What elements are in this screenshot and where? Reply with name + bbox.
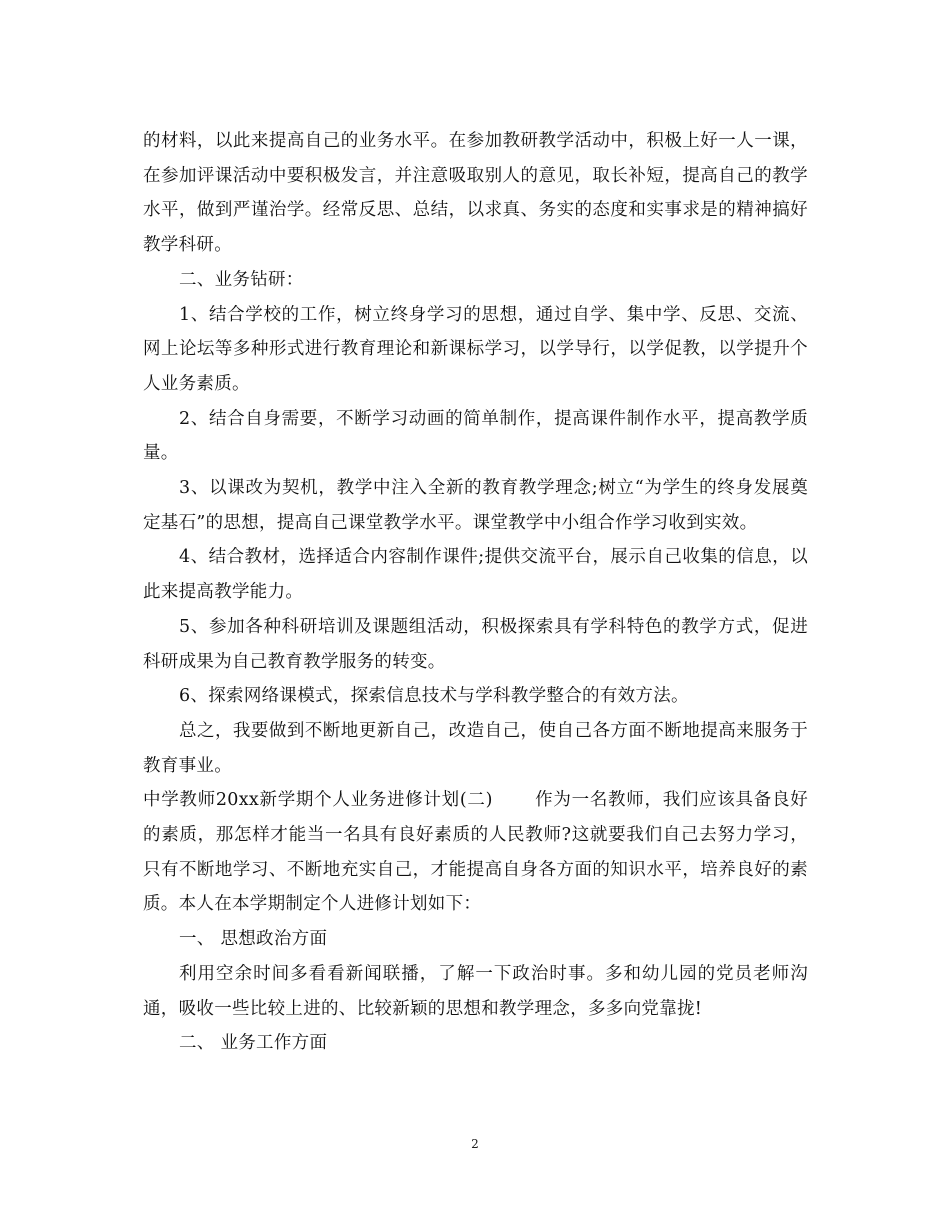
item-6-network-courses: 6、探索网络课模式，探索信息技术与学科教学整合的有效方法。 — [179, 686, 689, 707]
heading-business-study: 二、业务钻研： — [179, 269, 304, 290]
item-1-lifelong-learning: 1、结合学校的工作，树立终身学习的思想，通过自学、集中学、反思、交流、网上论坛等多种形式进行教育理论和新课标学习，以学导行，以学促教，以学提升个人业务素质。 — [143, 304, 808, 394]
paragraph-materials: 的材料，以此来提高自己的业务水平。在参加教研教学活动中，积极上好一人一课，在参加评课活动中要积极发言，并注意吸取别人的意见，取长补短，提高自己的教学水平，做到严谨治学。经常反思、总结，以求真、务实的态度和实事求是的精神搞好教学科研。 — [143, 131, 808, 256]
item-2-animation-courseware: 2、结合自身需要，不断学习动画的简单制作，提高课件制作水平，提高教学质量。 — [143, 408, 808, 464]
paragraph-political-thought: 利用空余时间多看看新闻联播，了解一下政治时事。多和幼儿园的党员老师沟通，吸收一些比较上进的、比较新颖的思想和教学理念，多多向党靠拢! — [143, 963, 808, 1019]
page-number: 2 — [471, 1137, 479, 1151]
item-5-research-training: 5、参加各种科研培训及课题组活动，积极探索具有学科特色的教学方式，促进科研成果为自己教育教学服务的转变。 — [143, 616, 808, 672]
document-body — [143, 124, 808, 1061]
plan-two-title: 中学教师20xx新学期个人业务进修计划(二) — [143, 790, 493, 811]
heading-business-work: 二、 业务工作方面 — [179, 1033, 328, 1054]
plan-two-intro: 作为一名教师，我们应该具备良好的素质，那怎样才能当一名具有良好素质的人民教师?这就要我们自己去努力学习，只有不断地学习、不断地充实自己，才能提高自身各方面的知识水平，培养良好的素质。本人在本学期制定个人进修计划如下： — [143, 790, 809, 915]
section-plan-two — [143, 783, 808, 922]
item-4-teaching-materials: 4、结合教材，选择适合内容制作课件;提供交流平台，展示自己收集的信息，以此来提高教学能力。 — [143, 547, 808, 603]
heading-political-thought: 一、 思想政治方面 — [179, 929, 328, 950]
paragraph-summary: 总之，我要做到不断地更新自己，改造自己，使自己各方面不断地提高来服务于教育事业。 — [143, 720, 808, 776]
item-3-curriculum-reform: 3、以课改为契机，教学中注入全新的教育教学理念;树立“为学生的终身发展奠定基石”的思想，提高自己课堂教学水平。课堂教学中小组合作学习收到实效。 — [143, 478, 808, 533]
